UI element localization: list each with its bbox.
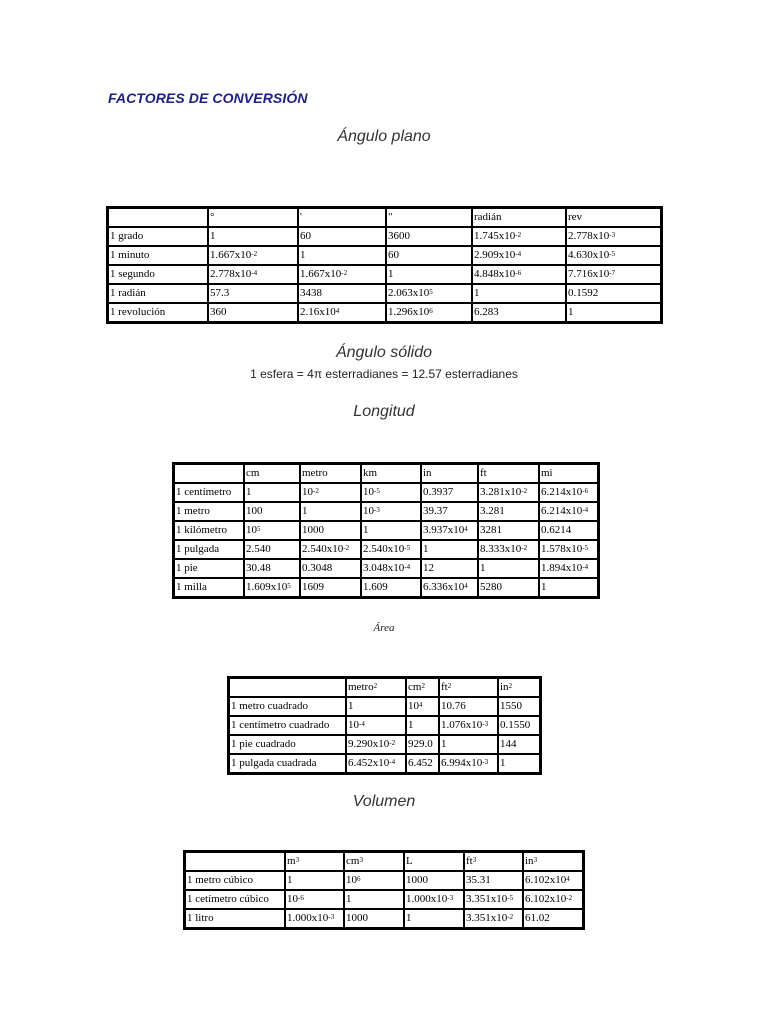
table-cell: 1: [361, 521, 421, 540]
table-cell: $4.630x10^{-5}$: [566, 246, 661, 265]
column-header: $ft^3$: [464, 852, 523, 871]
column-header: ": [386, 208, 472, 227]
table-row: [108, 227, 661, 246]
table-cell: 6.283: [472, 303, 566, 322]
table-cell: 1: [478, 559, 539, 578]
table-header-row: [174, 464, 598, 483]
table-cell: $6.214x10^{-4}$: [539, 502, 598, 521]
table-cell: 0.6214: [539, 521, 598, 540]
table-cell: $3.351x10^{-5}$: [464, 890, 523, 909]
row-label: 1 pulgada cuadrada: [229, 754, 346, 773]
area-table: [227, 676, 542, 775]
page-title: FACTORES DE CONVERSIÓN: [108, 90, 308, 106]
table-cell: $3.048x10^{-4}$: [361, 559, 421, 578]
row-label: 1 kilómetro: [174, 521, 244, 540]
table-cell: 3.281: [478, 502, 539, 521]
table-cell: $10^{-4}$: [346, 716, 406, 735]
column-header: ': [298, 208, 386, 227]
table-cell: 57.3: [208, 284, 298, 303]
table-cell: $1.000x10^{-3}$: [404, 890, 464, 909]
table-cell: $6.214x10^{-6}$: [539, 483, 598, 502]
table-cell: 1: [298, 246, 386, 265]
table-cell: 144: [498, 735, 540, 754]
row-label: 1 grado: [108, 227, 208, 246]
table-cell: $1.745x10^{-2}$: [472, 227, 566, 246]
table-cell: $1.609x10^5$: [244, 578, 300, 597]
column-header: [229, 678, 346, 697]
row-label: 1 metro cuadrado: [229, 697, 346, 716]
row-label: 1 pie cuadrado: [229, 735, 346, 754]
table-cell: 1: [404, 909, 464, 928]
table-cell: $6.452x10^{-4}$: [346, 754, 406, 773]
table-cell: $1.667x10^{-2}$: [208, 246, 298, 265]
table-row: [108, 246, 661, 265]
table-row: [174, 521, 598, 540]
table-row: [229, 716, 540, 735]
table-cell: 1: [386, 265, 472, 284]
column-header: rev: [566, 208, 661, 227]
table-cell: $2.778x10^{-4}$: [208, 265, 298, 284]
table-cell: $3.281x10^{-2}$: [478, 483, 539, 502]
table-cell: 61.02: [523, 909, 583, 928]
row-label: 1 pie: [174, 559, 244, 578]
row-label: 1 cetímetro cúbico: [185, 890, 285, 909]
table-cell: 30.48: [244, 559, 300, 578]
table-cell: $2.909x10^{-4}$: [472, 246, 566, 265]
column-header: $in^3$: [523, 852, 583, 871]
table-row: [229, 735, 540, 754]
column-header: in: [421, 464, 478, 483]
table-cell: $2.063x10^5$: [386, 284, 472, 303]
table-cell: $7.716x10^{-7}$: [566, 265, 661, 284]
table-cell: 10.76: [439, 697, 498, 716]
table-cell: 100: [244, 502, 300, 521]
table-cell: $10^{-3}$: [361, 502, 421, 521]
table-cell: 0.3937: [421, 483, 478, 502]
table-cell: 1: [346, 697, 406, 716]
table-cell: $10^{-6}$: [285, 890, 344, 909]
table-cell: 2.540: [244, 540, 300, 559]
table-cell: 3281: [478, 521, 539, 540]
table-cell: 360: [208, 303, 298, 322]
table-header-row: [229, 678, 540, 697]
table-cell: 1000: [344, 909, 404, 928]
table-cell: $2.540x10^{-2}$: [300, 540, 361, 559]
row-label: 1 segundo: [108, 265, 208, 284]
table-cell: $6.336x10^4$: [421, 578, 478, 597]
table-cell: 1: [472, 284, 566, 303]
section-title-longitud: Longitud: [353, 403, 415, 420]
table-cell: 1: [566, 303, 661, 322]
table-cell: 1: [439, 735, 498, 754]
table-cell: 0.1550: [498, 716, 540, 735]
table-cell: $1.667x10^{-2}$: [298, 265, 386, 284]
column-header: L: [404, 852, 464, 871]
row-label: 1 minuto: [108, 246, 208, 265]
table-row: [108, 303, 661, 322]
table-cell: 1609: [300, 578, 361, 597]
section-title-volumen: Volumen: [352, 793, 416, 810]
table-cell: $2.16x10^4$: [298, 303, 386, 322]
table-row: [174, 559, 598, 578]
column-header: $in^2$: [498, 678, 540, 697]
column-header: ft: [478, 464, 539, 483]
table-cell: $1.296x10^6$: [386, 303, 472, 322]
table-cell: $1.076x10^{-3}$: [439, 716, 498, 735]
table-cell: $10^6$: [344, 871, 404, 890]
table-cell: 3438: [298, 284, 386, 303]
table-cell: 60: [386, 246, 472, 265]
row-label: 1 metro cúbico: [185, 871, 285, 890]
table-cell: 5280: [478, 578, 539, 597]
table-cell: 6.452: [406, 754, 439, 773]
column-header: $m^3$: [285, 852, 344, 871]
table-row: [174, 483, 598, 502]
table-cell: 3600: [386, 227, 472, 246]
table-cell: 1: [244, 483, 300, 502]
table-cell: $9.290x10^{-2}$: [346, 735, 406, 754]
table-cell: 1: [285, 871, 344, 890]
table-cell: 12: [421, 559, 478, 578]
volumen-table: [183, 850, 585, 930]
column-header: °: [208, 208, 298, 227]
table-row: [185, 871, 583, 890]
table-cell: 1: [344, 890, 404, 909]
table-row: [229, 754, 540, 773]
column-header: metro: [300, 464, 361, 483]
table-row: [174, 540, 598, 559]
table-cell: $8.333x10^{-2}$: [478, 540, 539, 559]
table-row: [174, 502, 598, 521]
table-cell: 1000: [404, 871, 464, 890]
table-cell: 929.0: [406, 735, 439, 754]
row-label: 1 pulgada: [174, 540, 244, 559]
column-header: metro$^2$: [346, 678, 406, 697]
row-label: 1 milla: [174, 578, 244, 597]
table-header-row: [185, 852, 583, 871]
table-cell: $10^{-5}$: [361, 483, 421, 502]
column-header: mi: [539, 464, 598, 483]
row-label: 1 radián: [108, 284, 208, 303]
row-label: 1 centímetro cuadrado: [229, 716, 346, 735]
angulo-solido-note: 1 esfera = 4π esterradianes = 12.57 esterradianes: [250, 367, 518, 381]
table-cell: 35.31: [464, 871, 523, 890]
section-title-area: Área: [373, 622, 395, 634]
table-cell: 1000: [300, 521, 361, 540]
section-title-angulo-solido: Ángulo sólido: [335, 344, 433, 361]
table-cell: $10^4$: [406, 697, 439, 716]
section-title-angulo-plano: Ángulo plano: [337, 128, 431, 145]
column-header: $cm^3$: [344, 852, 404, 871]
table-cell: $10^5$: [244, 521, 300, 540]
table-cell: $1.578x10^{-5}$: [539, 540, 598, 559]
table-row: [174, 578, 598, 597]
table-cell: 1: [406, 716, 439, 735]
column-header: radián: [472, 208, 566, 227]
column-header: $ft^2$: [439, 678, 498, 697]
table-cell: 0.1592: [566, 284, 661, 303]
table-cell: $3.937x10^4$: [421, 521, 478, 540]
row-label: 1 metro: [174, 502, 244, 521]
table-cell: 1: [498, 754, 540, 773]
table-row: [185, 890, 583, 909]
table-cell: 60: [298, 227, 386, 246]
table-cell: 39.37: [421, 502, 478, 521]
angulo-plano-table: [106, 206, 663, 324]
column-header: km: [361, 464, 421, 483]
table-cell: $1.894x10^{-4}$: [539, 559, 598, 578]
row-label: 1 revolución: [108, 303, 208, 322]
table-cell: $2.540x10^{-5}$: [361, 540, 421, 559]
table-cell: 1.609: [361, 578, 421, 597]
table-cell: $2.778x10^{-3}$: [566, 227, 661, 246]
column-header: [185, 852, 285, 871]
table-cell: $6.102x10^4$: [523, 871, 583, 890]
table-cell: $1.000x10^{-3}$: [285, 909, 344, 928]
row-label: 1 centímetro: [174, 483, 244, 502]
table-row: [108, 265, 661, 284]
table-header-row: [108, 208, 661, 227]
longitud-table: [172, 462, 600, 599]
row-label: 1 litro: [185, 909, 285, 928]
table-cell: $6.994x10^{-3}$: [439, 754, 498, 773]
table-row: [108, 284, 661, 303]
table-cell: 1: [208, 227, 298, 246]
table-cell: $6.102x10^{-2}$: [523, 890, 583, 909]
table-cell: 1: [300, 502, 361, 521]
table-cell: $3.351x10^{-2}$: [464, 909, 523, 928]
column-header: [174, 464, 244, 483]
column-header: [108, 208, 208, 227]
table-cell: 1: [421, 540, 478, 559]
table-row: [185, 909, 583, 928]
column-header: cm: [244, 464, 300, 483]
table-row: [229, 697, 540, 716]
table-cell: 0.3048: [300, 559, 361, 578]
column-header: $cm^2$: [406, 678, 439, 697]
table-cell: $10^{-2}$: [300, 483, 361, 502]
table-cell: 1: [539, 578, 598, 597]
table-cell: 1550: [498, 697, 540, 716]
table-cell: $4.848x10^{-6}$: [472, 265, 566, 284]
